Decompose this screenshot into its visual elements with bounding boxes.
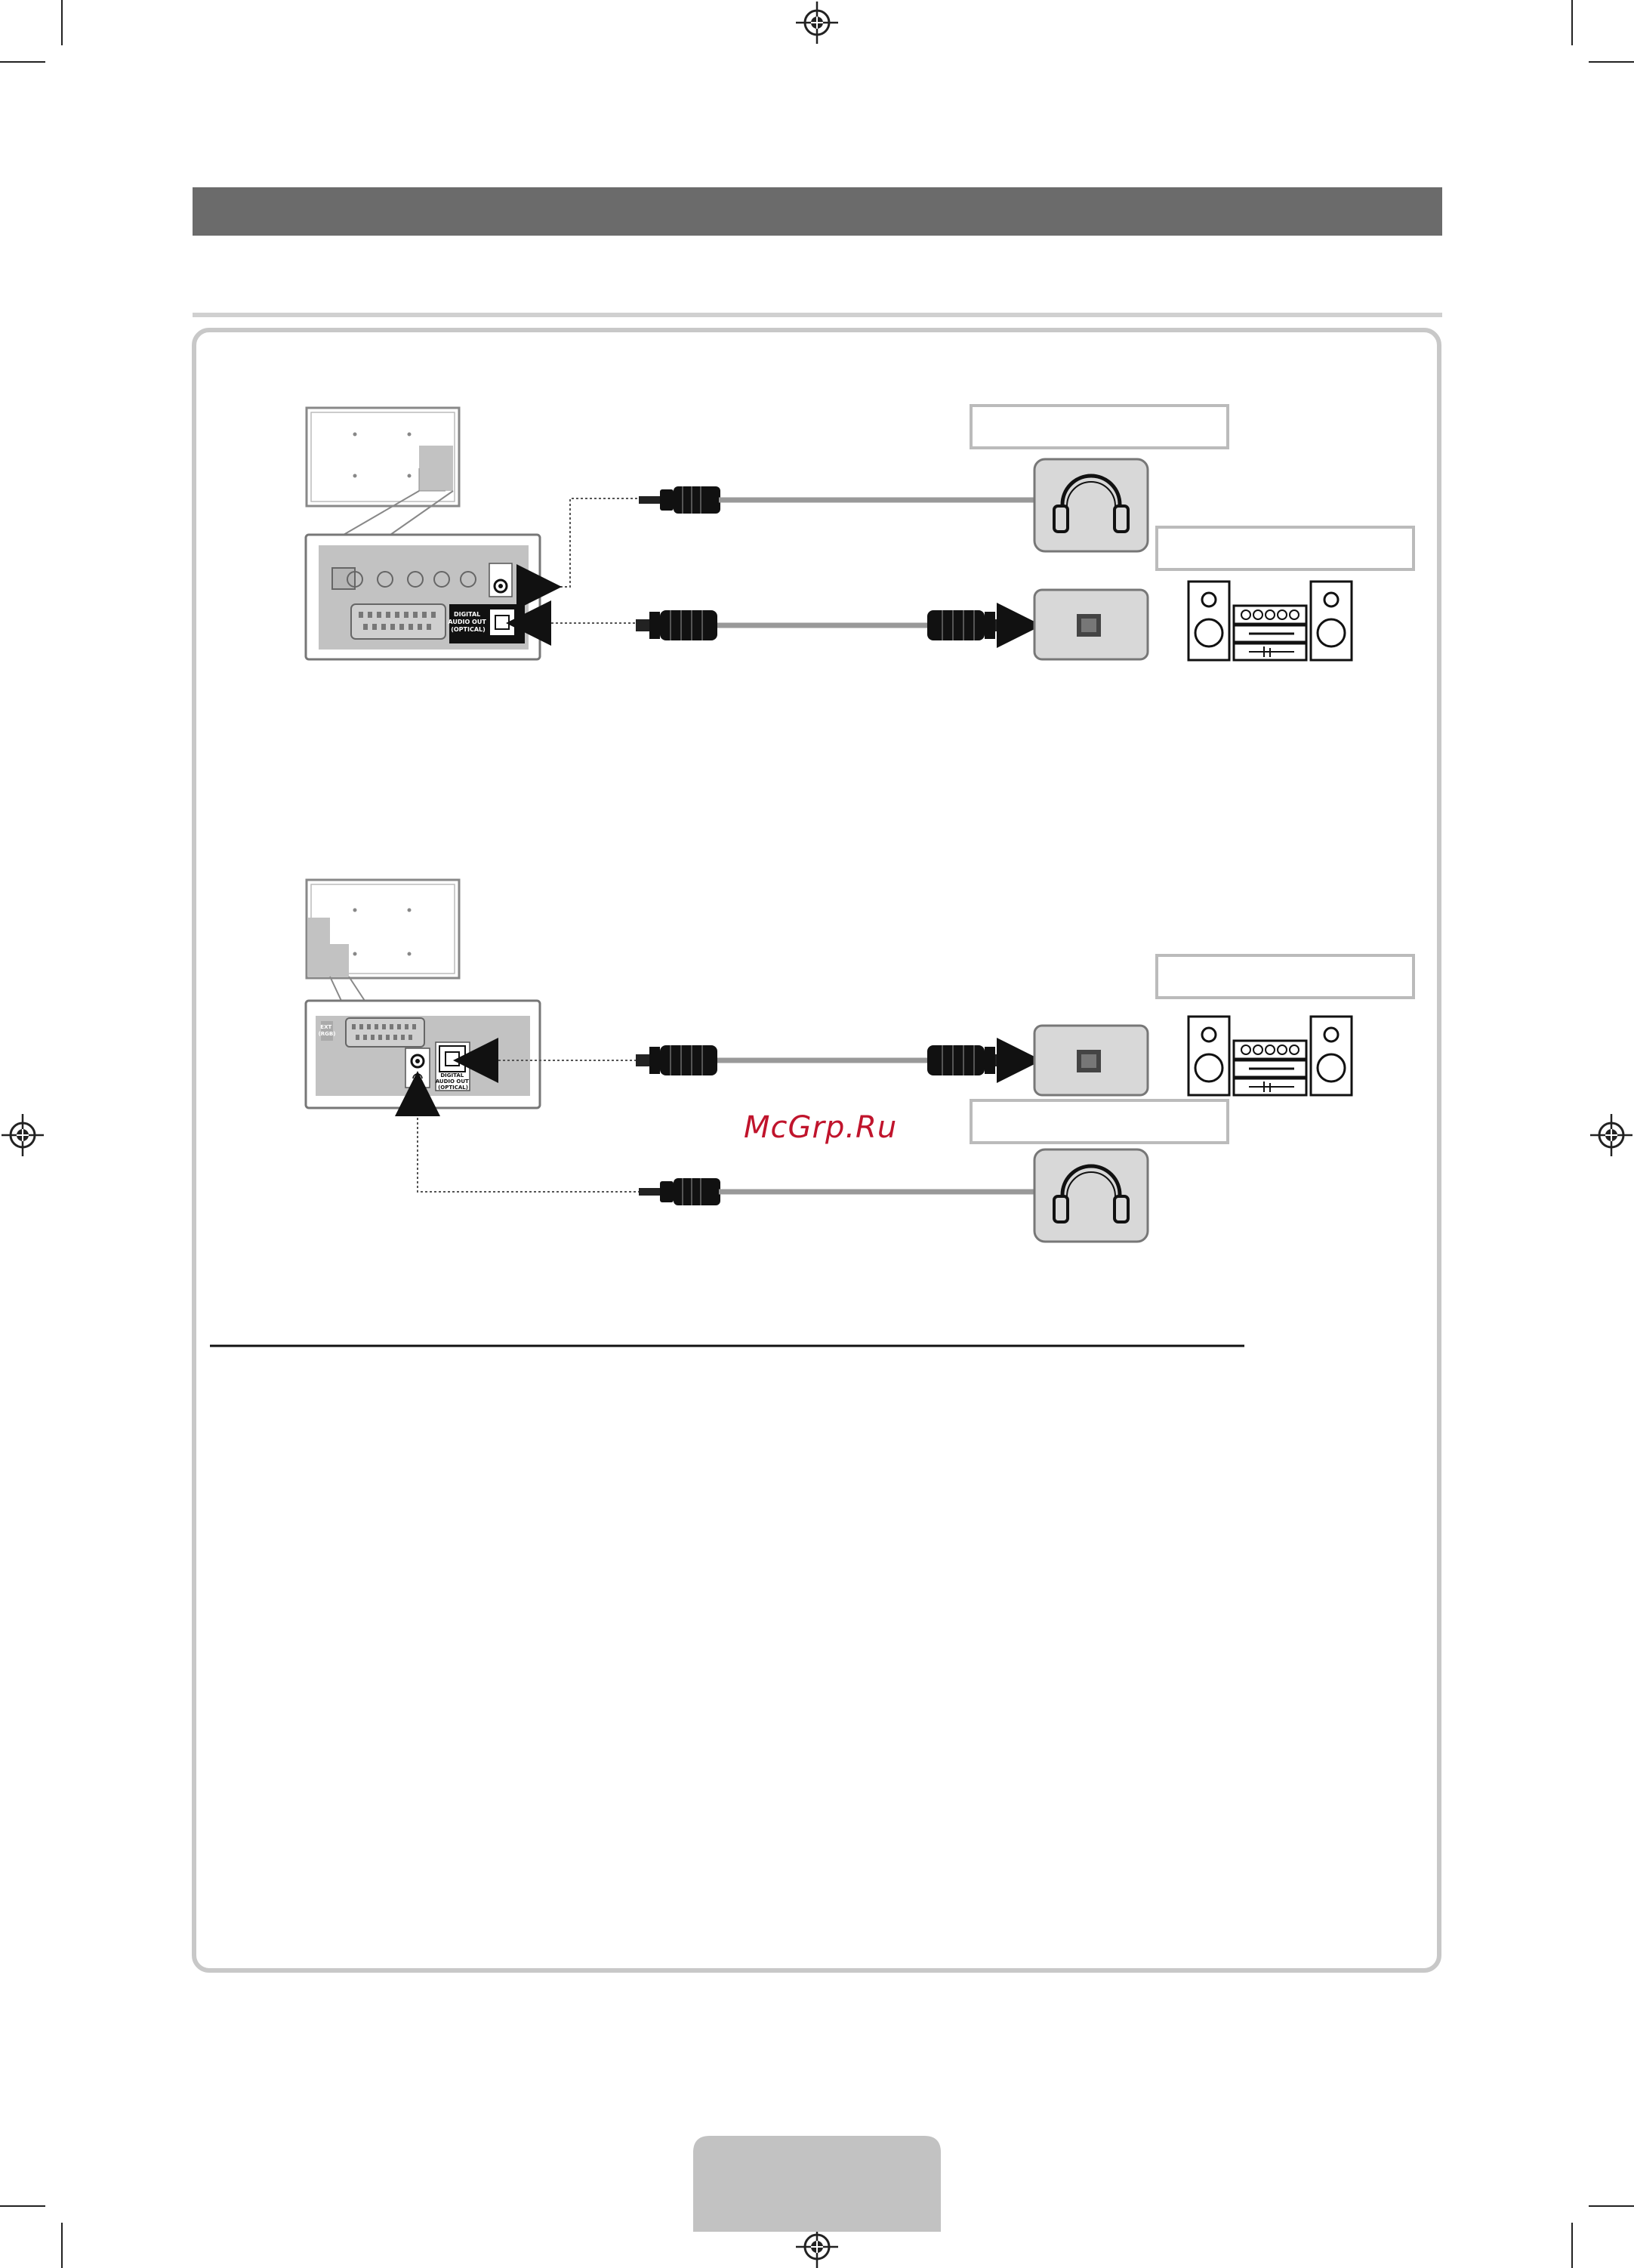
optical-port-icon bbox=[1034, 590, 1148, 659]
optical-port-label: DIGITAL AUDIO OUT (OPTICAL) bbox=[448, 611, 486, 633]
audio-system-icon bbox=[1189, 582, 1352, 660]
section-header-bar bbox=[193, 187, 1442, 236]
label-box-audio-system bbox=[1157, 527, 1414, 569]
registration-mark-icon bbox=[796, 2226, 838, 2268]
registration-mark-icon bbox=[1590, 1114, 1632, 1156]
audio-system-icon bbox=[1189, 1017, 1352, 1095]
optical-port-icon bbox=[1034, 1026, 1148, 1095]
label-box-headphones-2 bbox=[971, 1100, 1228, 1143]
watermark: McGrp.Ru bbox=[744, 1110, 898, 1145]
optical-port-label-2: DIGITAL AUDIO OUT (OPTICAL) bbox=[435, 1072, 469, 1091]
registration-mark-icon bbox=[2, 1114, 44, 1156]
headphones-icon bbox=[1034, 1149, 1148, 1242]
label-box-audio-system-2 bbox=[1157, 955, 1414, 998]
page-number-tab bbox=[693, 2136, 941, 2232]
headphones-icon bbox=[1034, 459, 1148, 551]
subsection-divider bbox=[193, 313, 1442, 317]
diagram-bottom bbox=[306, 880, 1414, 1242]
diagram-top bbox=[306, 406, 1414, 660]
registration-mark-icon bbox=[796, 2, 838, 44]
ext-port-label: EXT (RGB) bbox=[318, 1024, 336, 1037]
label-box-headphones bbox=[971, 406, 1228, 448]
